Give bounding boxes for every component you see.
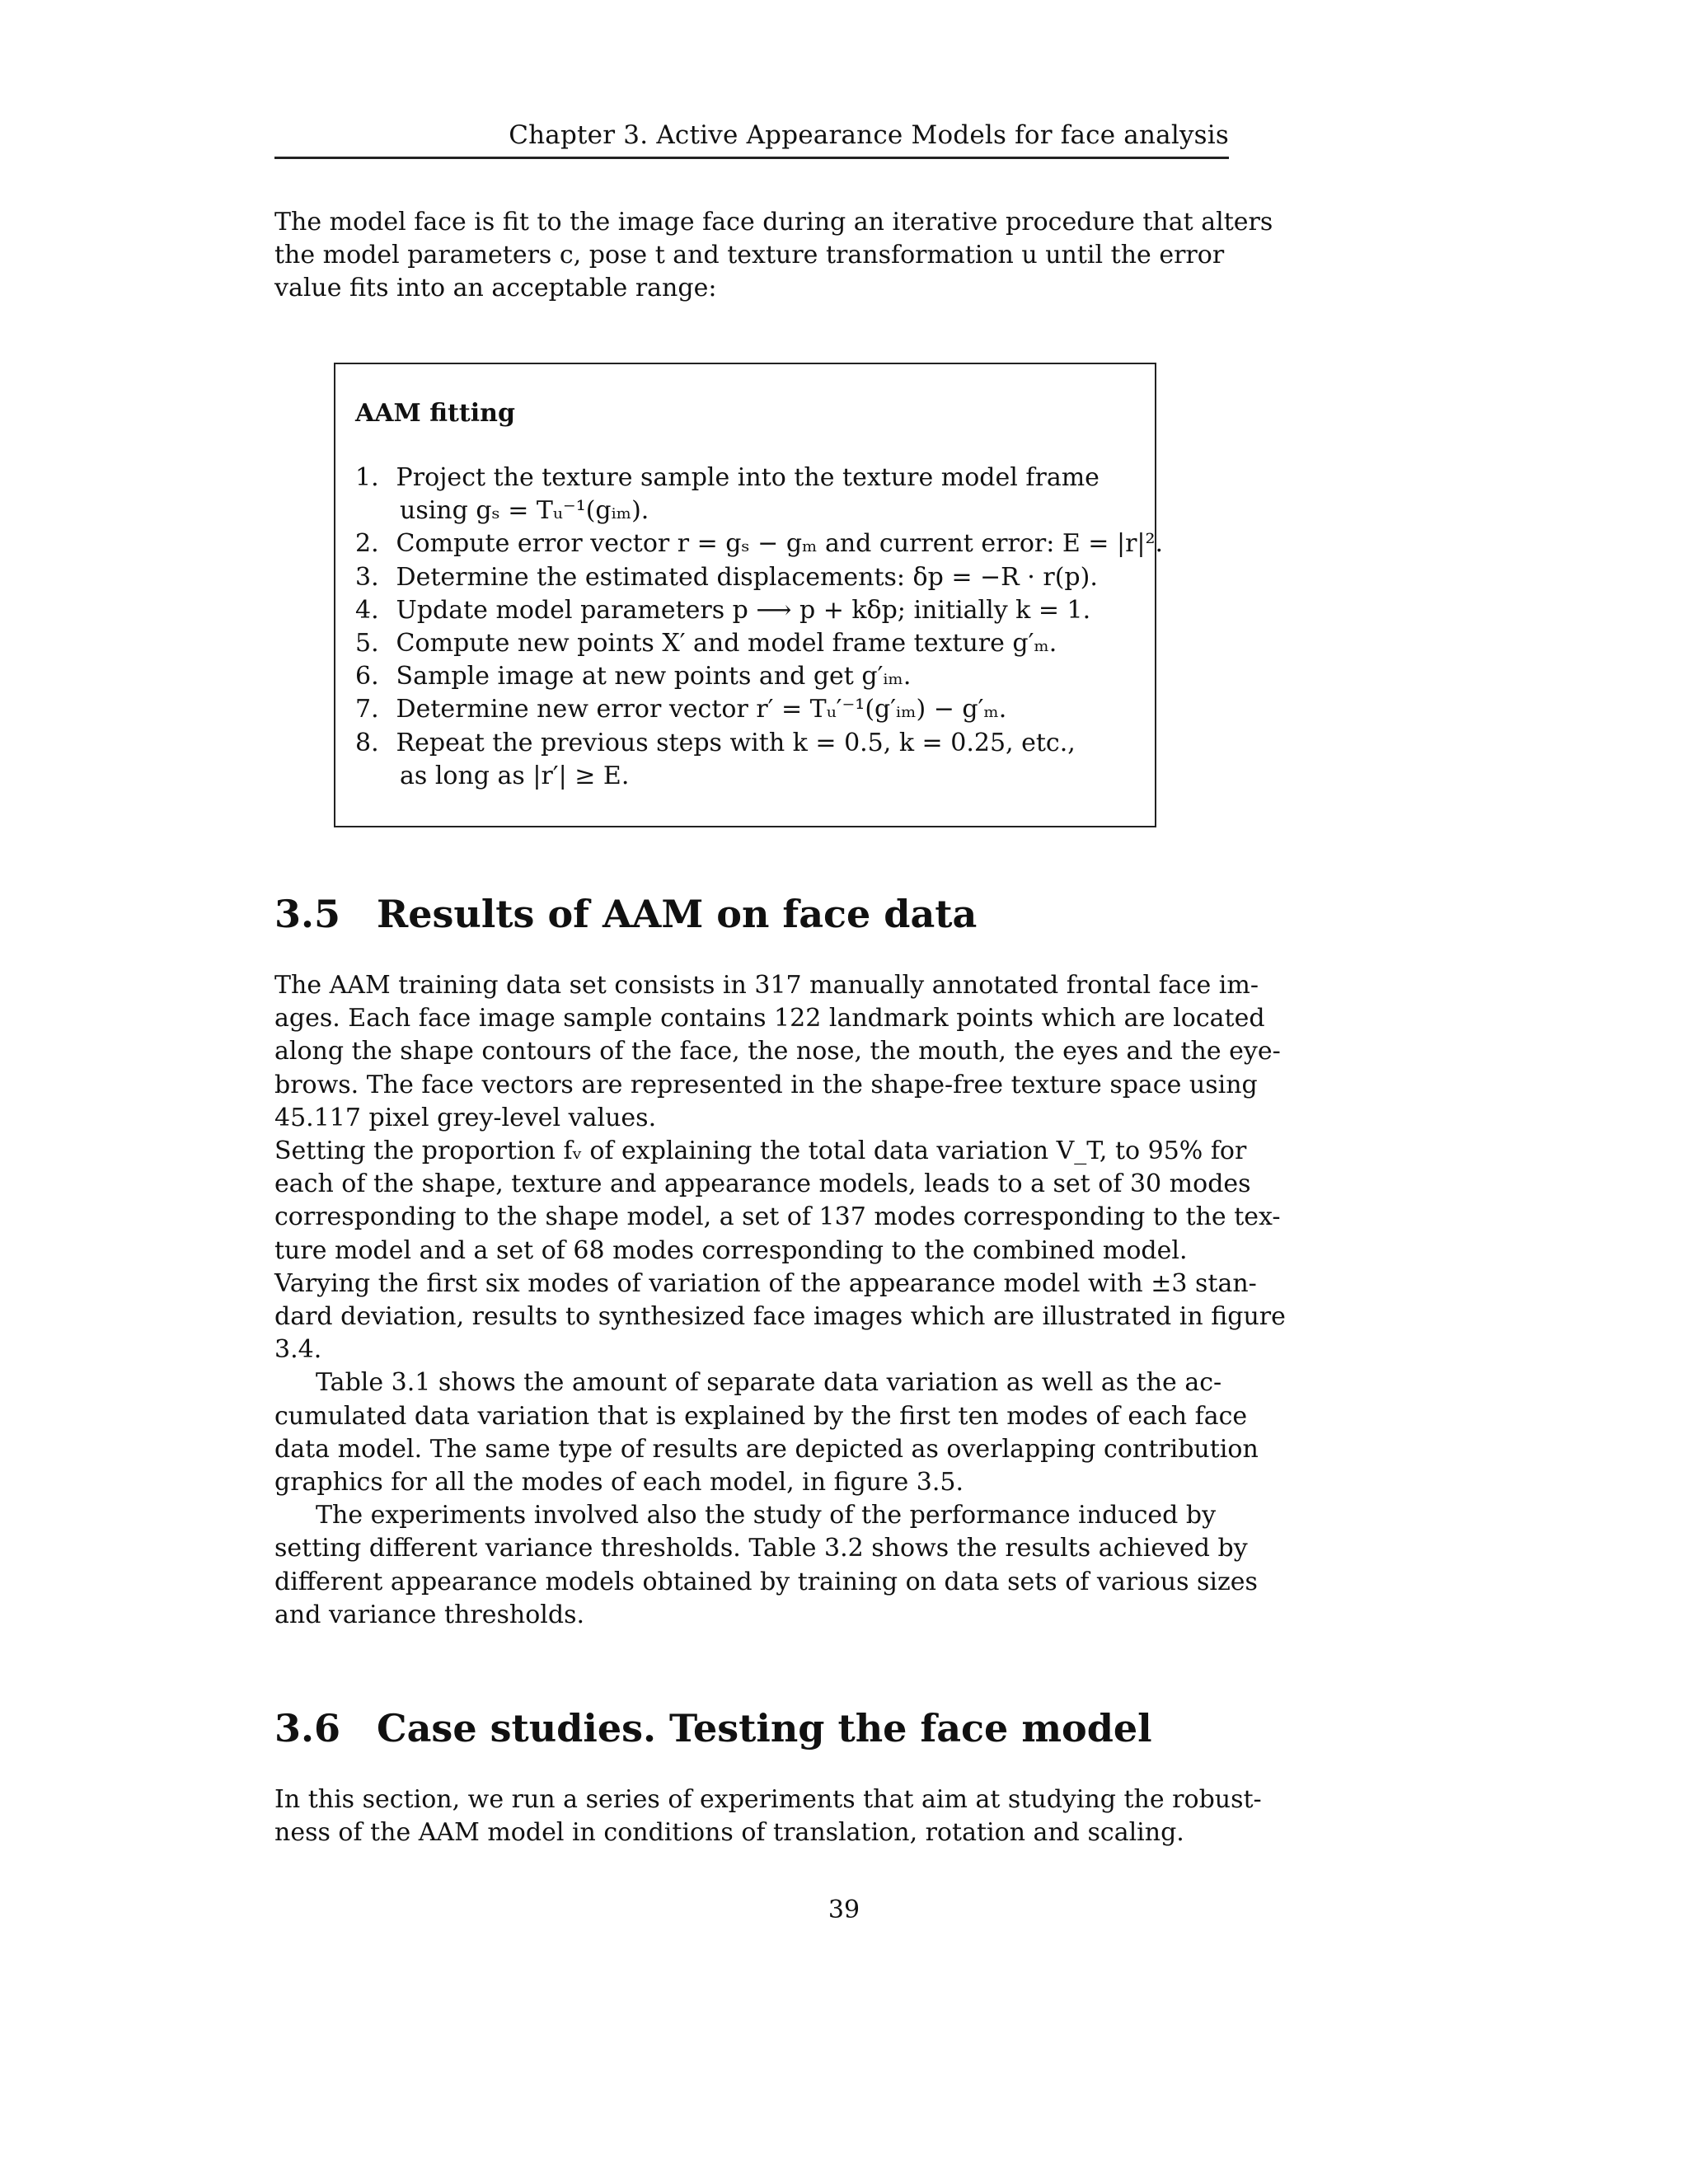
text-line: setting different variance thresholds. Table 3.2 shows the results achieved by xyxy=(274,1534,1248,1563)
text-line: graphics for all the modes of each model, in figure 3.5. xyxy=(274,1468,964,1497)
text-line: 45.117 pixel grey-level values. xyxy=(274,1103,657,1132)
text-line: The experiments involved also the study of the performance induced by xyxy=(316,1501,1217,1530)
step-number: 2. xyxy=(355,529,379,559)
text-line: In this section, we run a series of experiments that aim at studying the robust- xyxy=(274,1785,1262,1814)
text-line: dard deviation, results to synthesized face images which are illustrated in figure xyxy=(274,1302,1286,1332)
step-number: 1. xyxy=(355,463,379,492)
body-paragraph xyxy=(274,969,1286,1632)
page-number: 39 xyxy=(828,1896,860,1924)
step-number: 3. xyxy=(355,562,379,592)
algorithm-step xyxy=(355,693,1146,726)
text-line: The AAM training data set consists in 317 manually annotated frontal face im- xyxy=(274,971,1259,1000)
text-line: ness of the AAM model in conditions of translation, rotation and scaling. xyxy=(274,1818,1184,1848)
step-text: Project the texture sample into the texture model frame xyxy=(396,463,1100,492)
step-number: 5. xyxy=(355,629,379,658)
step-text: Determine the estimated displacements: δp = −R · r(p). xyxy=(396,562,1098,592)
step-text: Determine new error vector r′ = Tᵤ′⁻¹(g′ᵢₘ) − g′ₘ. xyxy=(396,695,1007,724)
step-text: Repeat the previous steps with k = 0.5, k = 0.25, etc., xyxy=(396,728,1076,757)
section-title: Results of AAM on face data xyxy=(377,892,978,936)
step-continuation: using gₛ = Tᵤ⁻¹(gᵢₘ). xyxy=(400,496,649,526)
body-paragraph xyxy=(274,1783,1262,1849)
text-line: The model face is fit to the image face during an iterative procedure that alters xyxy=(274,208,1273,237)
step-number: 4. xyxy=(355,595,379,625)
text-line: data model. The same type of results are depicted as overlapping contribution xyxy=(274,1434,1259,1464)
text-line: Varying the first six modes of variation of the appearance model with ±3 stan- xyxy=(274,1268,1257,1298)
step-text: Update model parameters p ⟶ p + kδp; initially k = 1. xyxy=(396,595,1091,625)
text-line: brows. The face vectors are represented in the shape-free texture space using xyxy=(274,1070,1258,1099)
running-title: Chapter 3. Active Appearance Models for face analysis xyxy=(509,120,1229,150)
step-number: 7. xyxy=(355,695,379,724)
intro-paragraph xyxy=(274,206,1273,306)
algorithm-steps xyxy=(355,462,1164,793)
text-line: ture model and a set of 68 modes corresponding to the combined model. xyxy=(274,1235,1188,1265)
text-line: different appearance models obtained by training on data sets of various sizes xyxy=(274,1567,1258,1596)
section-number: 3.5 xyxy=(274,892,341,936)
step-continuation: as long as |r′| ≥ E. xyxy=(400,761,630,790)
text-line: Setting the proportion fᵥ of explaining the total data variation V_T, to 95% for xyxy=(274,1137,1247,1166)
algorithm-title: AAM fitting xyxy=(355,399,515,428)
section-heading xyxy=(274,1706,1229,1750)
algorithm-step xyxy=(355,594,1146,627)
step-text: Compute new points X′ and model frame texture g′ₘ. xyxy=(396,629,1057,658)
text-line: cumulated data variation that is explained by the first ten modes of each face xyxy=(274,1401,1248,1431)
algorithm-step xyxy=(355,660,1146,693)
algorithm-step xyxy=(355,561,1146,594)
running-header xyxy=(274,120,1229,159)
text-line: ages. Each face image sample contains 122 landmark points which are located xyxy=(274,1004,1265,1033)
step-text: Compute error vector r = gₛ − gₘ and current error: E = |r|². xyxy=(396,529,1164,559)
step-number: 8. xyxy=(355,728,379,757)
text-line: corresponding to the shape model, a set of 137 modes corresponding to the tex- xyxy=(274,1202,1281,1232)
algorithm-step xyxy=(355,627,1146,660)
step-number: 6. xyxy=(355,662,379,691)
text-line: each of the shape, texture and appearance models, leads to a set of 30 modes xyxy=(274,1169,1251,1199)
text-line: along the shape contours of the face, the nose, the mouth, the eyes and the eye- xyxy=(274,1037,1281,1066)
algorithm-box xyxy=(334,363,1164,827)
text-line: 3.4. xyxy=(274,1335,322,1365)
text-line: Table 3.1 shows the amount of separate data variation as well as the ac- xyxy=(316,1368,1222,1398)
text-line: value fits into an acceptable range: xyxy=(274,274,717,303)
algorithm-step xyxy=(355,462,1146,527)
text-line: and variance thresholds. xyxy=(274,1600,584,1629)
section-heading xyxy=(274,892,1229,936)
section-number: 3.6 xyxy=(274,1706,341,1750)
step-text: Sample image at new points and get g′ᵢₘ. xyxy=(396,662,912,691)
algorithm-step xyxy=(355,727,1146,793)
section-title: Case studies. Testing the face model xyxy=(377,1706,1152,1750)
algorithm-step xyxy=(355,527,1164,560)
text-line: the model parameters c, pose t and texture transformation u until the error xyxy=(274,241,1225,270)
